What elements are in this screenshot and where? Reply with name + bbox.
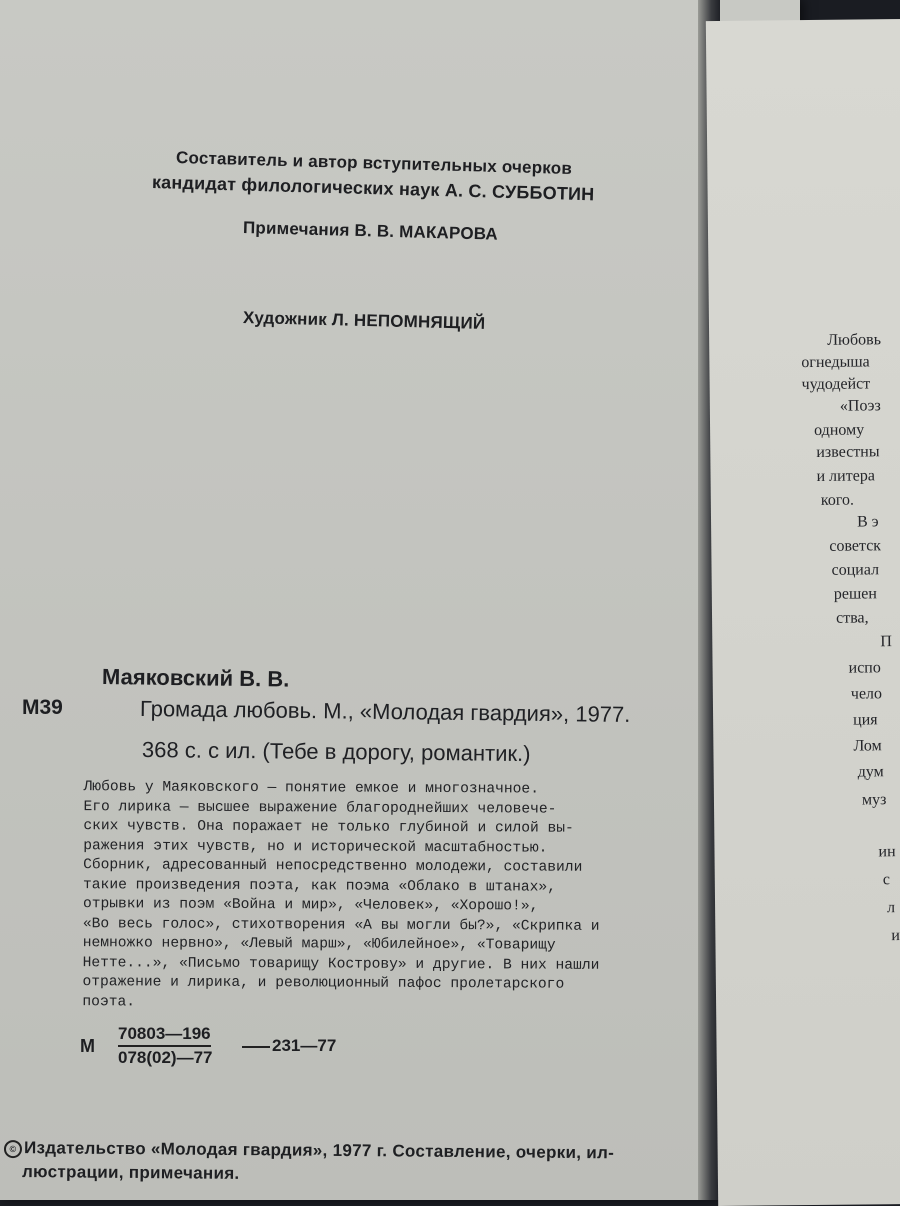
right-page-line: л (887, 899, 896, 917)
right-page-line: испо (848, 659, 881, 677)
book-page-right (706, 19, 900, 1206)
annotation-line: отрывки из поэм «Война и мир», «Человек», «Хорошо!», (82, 896, 539, 915)
notes-credit: Примечания В. В. МАКАРОВА (242, 218, 499, 244)
catalog-title: Громада любовь. М., «Молодая гвардия», 1977. (139, 696, 631, 727)
copyright-symbol: © (4, 1140, 22, 1158)
right-page-line: кого. (820, 491, 855, 509)
right-page-line: и литера (816, 467, 875, 485)
artist-credit: Художник Л. НЕПОМНЯЩИЙ (242, 308, 486, 333)
right-page-line: социал (831, 561, 880, 579)
right-page-line: решен (833, 585, 877, 603)
catalog-author: Маяковский В. В. (101, 664, 290, 692)
right-page-line: В э (856, 513, 879, 531)
annotation-line: Любовь у Маяковского — понятие емкое и многозначное. (83, 779, 540, 798)
copyright-text-1: Издательство «Молодая гвардия», 1977 г. Составление, очерки, ил- (23, 1138, 615, 1163)
right-page-line: ция (853, 711, 878, 729)
right-page-line: одному (814, 421, 865, 439)
annotation-line: Нетте...», «Письмо товарищу Кострову» и другие. В них нашли (82, 954, 600, 974)
annotation-line: Сборник, адресованный непосредственно молодежи, составили (83, 857, 583, 876)
right-page-line: дум (857, 763, 884, 781)
right-page-line: П (880, 633, 892, 651)
right-page-line: муз (861, 791, 887, 809)
annotation-block (82, 778, 789, 1016)
code-prefix: М (80, 1036, 95, 1056)
code-denominator: 078(02)—77 (118, 1048, 213, 1067)
catalog-pages: 368 с. с ил. (Тебе в дорогу, романтик.) (141, 737, 531, 767)
annotation-line: такие произведения поэта, как поэма «Облако в штанах», (83, 876, 557, 896)
copyright-line-1 (4, 1138, 614, 1163)
right-page-line: советск (829, 537, 882, 555)
right-page-line: ства, (835, 609, 869, 627)
right-page-line: Любовь (827, 331, 882, 349)
annotation-line: Его лирика — высшее выражение благороднейших человече- (83, 798, 557, 818)
annotation-line: ских чувств. Она поражает не только глубиной и силой вы- (83, 818, 574, 837)
right-page-line: с (882, 871, 891, 889)
annotation-line: немножко нервно», «Левый марш», «Юбилейное», «Товарищу (82, 935, 556, 954)
right-page-line: «Поэз (839, 397, 881, 415)
code-numerator: 70803—196 (118, 1024, 211, 1047)
annotation-line: «Во весь голос», стихотворения «А вы могли бы?», «Скрипка и (82, 915, 600, 935)
right-page-line: огнедыша (801, 353, 870, 372)
right-page-line: чело (850, 685, 883, 703)
right-page-line: известны (816, 443, 880, 461)
catalog-code: М39 (22, 696, 63, 719)
code-suffix: 231—77 (272, 1036, 337, 1055)
right-page-line: и (891, 927, 900, 945)
right-page-line: Лом (853, 737, 882, 755)
copyright-line-2: люстрации, примечания. (21, 1162, 240, 1183)
compiler-line-1: Составитель и автор вступительных очерков (175, 148, 573, 179)
right-page-line: ин (878, 843, 896, 861)
annotation-line: поэта. (82, 993, 136, 1010)
code-dash (242, 1046, 270, 1048)
compiler-line-2: кандидат филологических наук А. С. СУББОТИН (151, 172, 595, 205)
annotation-line: ражения этих чувств, но и исторической масштабностью. (83, 837, 548, 857)
right-page-line: чудодейст (801, 375, 871, 394)
annotation-line: отражение и лирика, и революционный пафос пролетарского (82, 974, 565, 993)
